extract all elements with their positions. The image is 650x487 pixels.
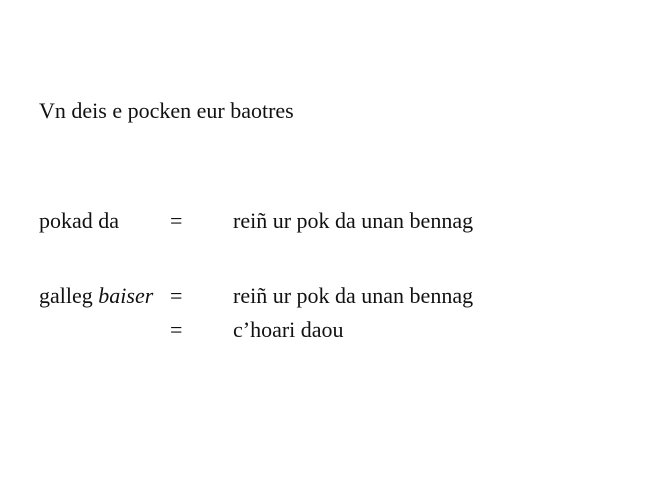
definition: reiñ ur pok da unan bennag xyxy=(233,283,474,308)
equals-sign: = xyxy=(170,208,183,233)
slide-title: Vn deis e pocken eur baotres xyxy=(39,98,294,123)
term-text: galleg xyxy=(39,283,99,308)
term-text: pokad da xyxy=(39,208,120,233)
term xyxy=(39,208,119,234)
term xyxy=(39,283,153,309)
definition: c’hoari daou xyxy=(233,317,344,342)
equals-sign: = xyxy=(170,283,183,308)
equals-sign: = xyxy=(170,317,183,342)
definition: reiñ ur pok da unan bennag xyxy=(233,208,474,233)
term-italic: baiser xyxy=(98,283,154,308)
